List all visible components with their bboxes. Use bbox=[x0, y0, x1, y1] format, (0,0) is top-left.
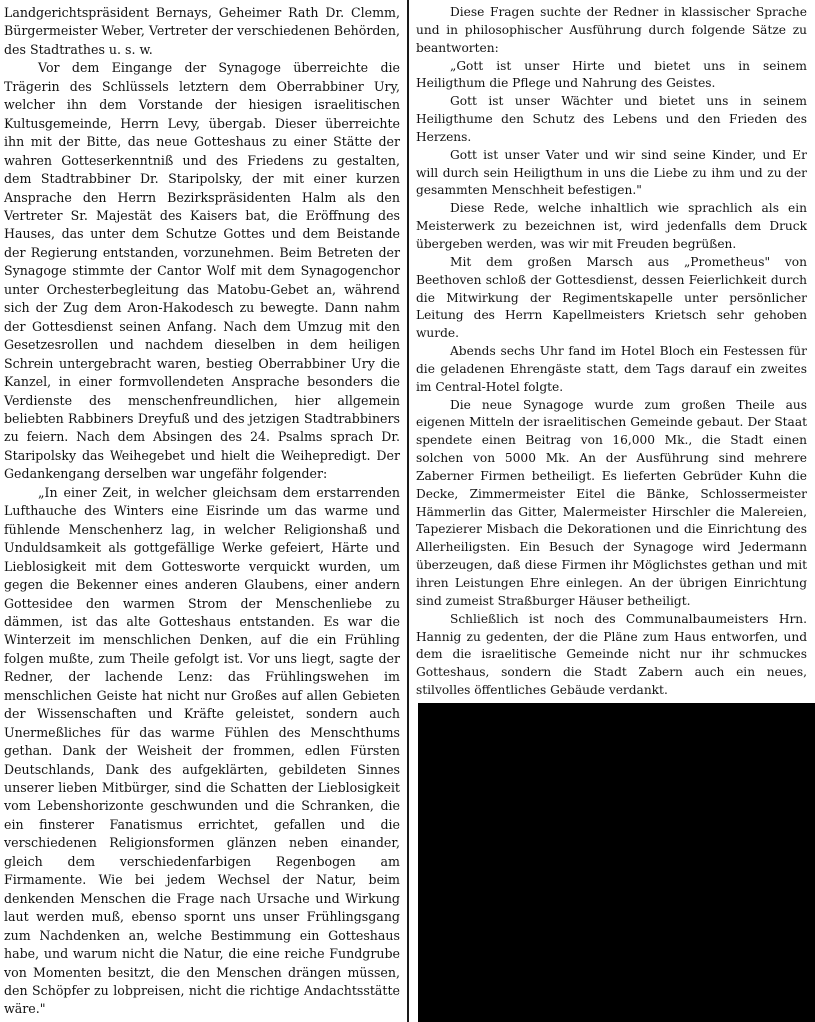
paragraph-father: Gott ist unser Vater und wir sind seine Kinder, und Er will durch sein Heiligthum in uns die Liebe zu ihm und zu der gesammten Menschheit befestigen." bbox=[416, 147, 807, 198]
paragraph-architect: Schließlich ist noch des Communalbaumeisters Hrn. Hannig zu gedenten, der die Pläne zum Haus entworfen, und dem die israelitische Gemeinde nicht nur ihr schmuckes Gotteshaus, sondern die Stadt Zabern auch ein neues, stilvolles öffentliches Gebäude verdankt. bbox=[416, 611, 807, 698]
left-column bbox=[4, 4, 400, 1019]
paragraph-questions: Diese Fragen suchte der Redner in klassischer Sprache und in philosophischer Ausführung durch folgende Sätze zu beantworten: bbox=[416, 5, 807, 55]
paragraph-shepherd: „Gott ist unser Hirte und bietet uns in seinem Heiligthum die Pflege und Nahrung des Geistes. bbox=[416, 58, 807, 91]
paragraph-attendees: Landgerichtspräsident Bernays, Geheimer Rath Dr. Clemm, Bürgermeister Weber, Vertreter der verschiedenen Behörden, des Stadtrathes u. s. w. bbox=[4, 5, 400, 57]
column-divider bbox=[407, 0, 409, 1022]
paragraph-sermon-quote: „In einer Zeit, in welcher gleichsam dem erstarrenden Lufthauche des Winters eine Eisrinde um das warme und fühlende Menschenherz lag, in welcher Religionshaß und Unduldsamkeit als gottgefällige Werke gefeiert, Härte und Lieblosigkeit mit dem Gottesworte verquickt wurden, um gegen die Bekenner eines anderen Glaubens, einer andern Gottesidee den warmen Strom der Menschenliebe zu dämmen, ist das alte Gotteshaus entstanden. Es war die Winterzeit im menschlichen Denken, auf die ein Frühling folgen mußte, zum Theile gefolgt ist. Vor uns liegt, sagte der Redner, der lachende Lenz: das Frühlingswehen im menschlichen Geiste hat nicht nur Großes auf allen Gebieten der Wissenschaften und Kräfte geleistet, sondern auch Unermeßliches für das warme Fühlen des Menschthums gethan. Dank der Weisheit der frommen, edlen Fürsten Deutschlands, Dank des aufgeklärten, gebildeten Sinnes unserer lieben Mitbürger, sind die Schatten der Lieblosigkeit vom Lebenshorizonte geschwunden und die Schranken, die ein finsterer Fanatismus errichtet, gefallen und die verschiedenen Religionsformen glänzen neben einander, gleich dem verschiedenfarbigen Regenbogen am Firmamente. Wie bei jedem Wechsel der Natur, beim denkenden Menschen die Frage nach Ursache und Wirkung laut werden muß, ebenso spornt uns unser Frühlingsgang zum Nachdenken an, welche Bestimmung ein Gotteshaus habe, und warum nicht die Natur, die eine reiche Fundgrube von Momenten besitzt, die den Menschen drängen müssen, den Schöpfer zu lobpreisen, nicht die richtige Andachtsstätte wäre." bbox=[4, 484, 400, 1017]
paragraph-funding: Die neue Synagoge wurde zum großen Theile aus eigenen Mitteln der israelitischen Gemeinde gebaut. Der Staat spendete einen Beitrag von 16,000 Mk., die Stadt einen solchen von 5000 Mk. An der Ausführung sind mehrere Zaberner Firmen betheiligt. Es lieferten Gebrüder Kuhn die Decke, Zimmermeister Eitel die Bänke, Schlossermeister Hämmerlin das Gitter, Malermeister Hirschler die Malereien, Tapezierer Misbach die Dekorationen und die Einrichtung des Allerheiligsten. Ein Besuch der Synagoge wird Jedermann überzeugen, daß diese Firmen ihr Möglichstes gethan und mit ihren Leistungen Ehre einlegen. An der übrigen Einrichtung sind zumeist Straßburger Häuser betheiligt. bbox=[416, 397, 807, 608]
redacted-area bbox=[418, 703, 815, 1022]
paragraph-speech-print: Diese Rede, welche inhaltlich wie sprachlich als ein Meisterwerk zu bezeichnen ist, wird jedenfalls dem Druck übergeben werden, was wir mit Freuden begrüßen. bbox=[416, 201, 807, 251]
paragraph-banquet: Abends sechs Uhr fand im Hotel Bloch ein Festessen für die geladenen Ehrengäste statt, dem Tags darauf ein zweites im Central-Hotel folgte. bbox=[416, 344, 807, 394]
paragraph-march: Mit dem großen Marsch aus „Prometheus" von Beethoven schloß der Gottesdienst, dessen Feierlichkeit durch die Mitwirkung der Regimentskapelle unter persönlicher Leitung des Herrn Kapellmeisters Krietsch sehr gehoben wurde. bbox=[416, 254, 807, 341]
paragraph-ceremony: Vor dem Eingange der Synagoge überreichte die Trägerin des Schlüssels letztern dem Oberrabbiner Ury, welcher ihn dem Vorstande der hiesigen israelitischen Kultusgemeinde, Herrn Levy, übergab. Dieser überreichte ihn mit der Bitte, das neue Gotteshaus zu einer Stätte der wahren Gotteserkenntniß und des Friedens zu gestalten, dem Stadtrabbiner Dr. Staripolsky, der mit einer kurzen Ansprache den Herrn Bezirkspräsidenten Halm als den Vertreter Sr. Majestät des Kaisers bat, die Eröffnung des Hauses, das unter dem Schutze Gottes und dem Beistande der Regierung entstanden, vorzunehmen. Beim Betreten der Synagoge stimmte der Cantor Wolf mit dem Synagogenchor unter Orchesterbegleitung das Matobu-Gebet an, während sich der Zug dem Aron-Hakodesch zu bewegte. Dann nahm der Gottesdienst seinen Anfang. Nach dem Umzug mit den Gesetzesrollen und nachdem dieselben in dem heiligen Schrein untergebracht waren, bestieg Oberrabbiner Ury die Kanzel, in einer formvollendeten Ansprache besonders die Verdienste des menschenfreundlichen, hier allgemein beliebten Rabbiners Dreyfuß und des jetzigen Stadtrabbiners zu feiern. Nach dem Absingen des 24. Psalms sprach Dr. Staripolsky das Weihegebet und hielt die Weihepredigt. Der Gedankengang derselben war ungefähr folgender: bbox=[4, 60, 400, 482]
paragraph-guardian: Gott ist unser Wächter und bietet uns in seinem Heiligthume den Schutz des Lebens und den Frieden des Herzens. bbox=[416, 94, 807, 144]
right-column bbox=[416, 4, 807, 700]
